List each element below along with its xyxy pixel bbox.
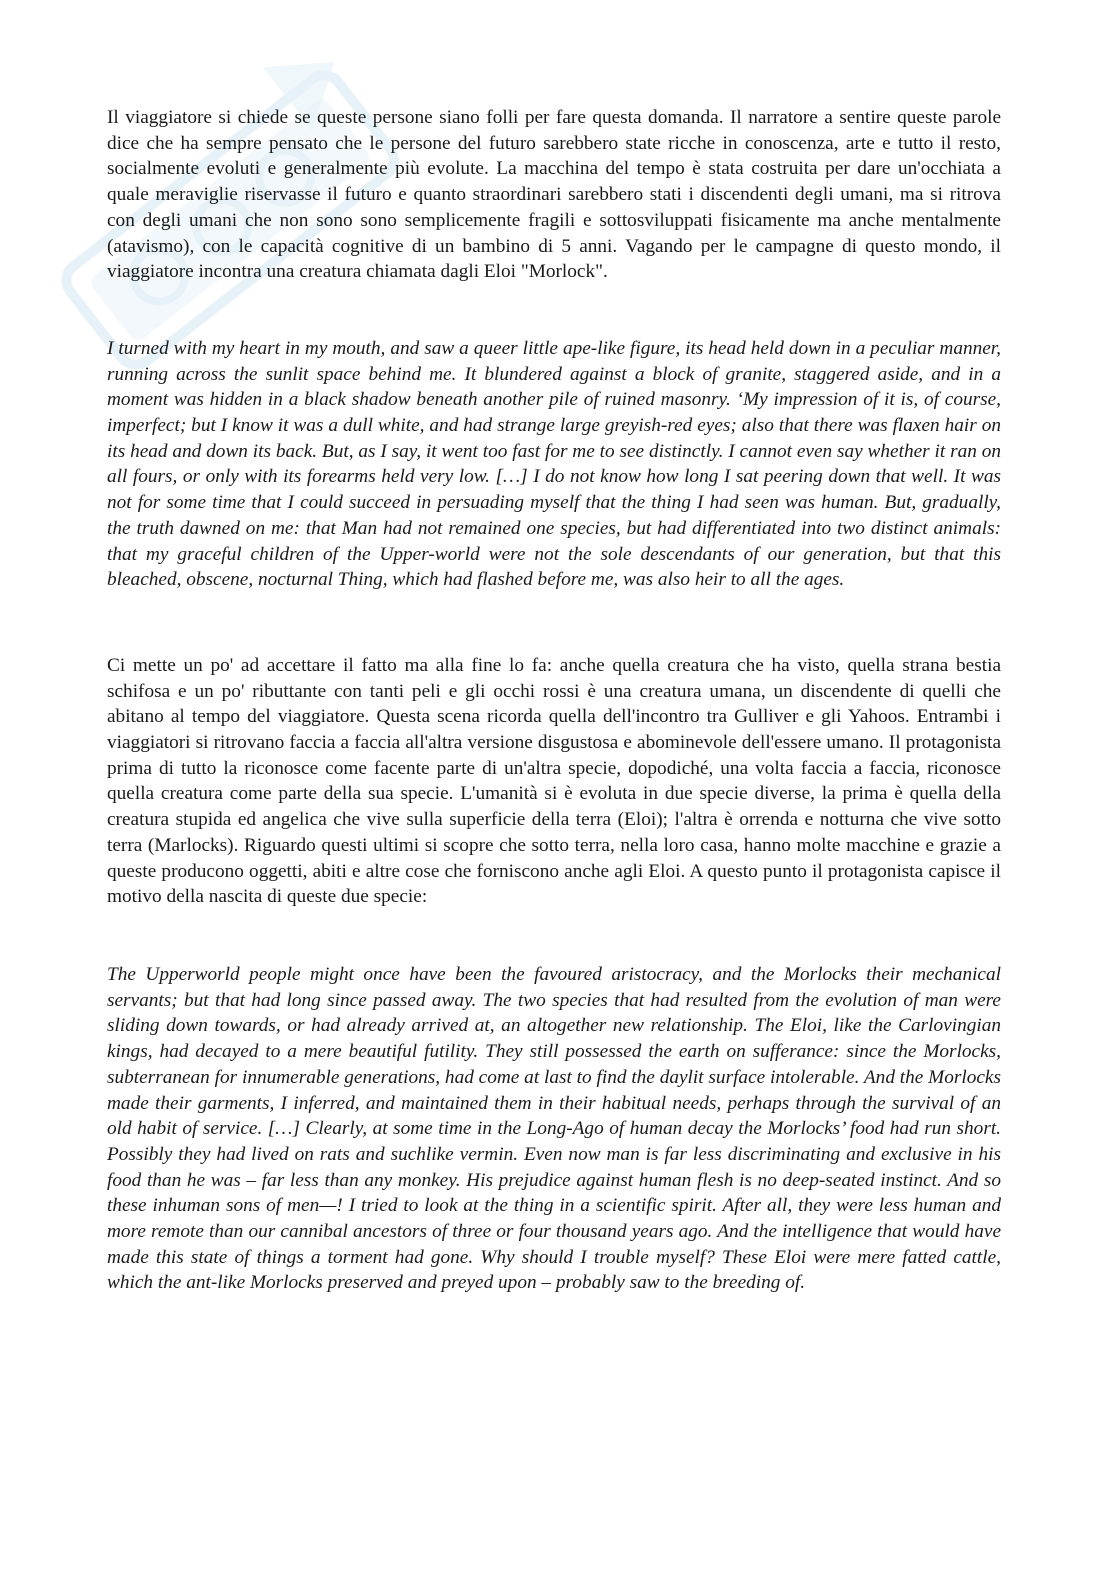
document-page xyxy=(107,105,1001,1296)
quote-upperworld: The Upperworld people might once have been the favoured aristocracy, and the Morlocks their mechanical servants; but that had long since passed away. The two species that had resulted from the evolution of man were sliding down towards, or had already arrived at, an altogether new relationship. The Eloi, like the Carlovingian kings, had decayed to a mere beautiful futility. They still possessed the earth on sufferance: since the Morlocks, subterranean for innumerable generations, had come at last to find the daylit surface intolerable. And the Morlocks made their garments, I inferred, and maintained them in their habitual needs, perhaps through the survival of an old habit of service. […] Clearly, at some time in the Long-Ago of human decay the Morlocks’ food had run short. Possibly they had lived on rats and suchlike vermin. Even now man is far less discriminating and exclusive in his food than he was – far less than any monkey. His prejudice against human flesh is no deep-seated instinct. And so these inhuman sons of men—! I tried to look at the thing in a scientific spirit. After all, they were less human and more remote than our cannibal ancestors of three or four thousand years ago. And the intelligence that would have made this state of things a torment had gone. Why should I trouble myself? These Eloi were mere fatted cattle, which the ant-like Morlocks preserved and preyed upon – probably saw to the breeding of. xyxy=(107,963,1001,1294)
paragraph-analysis: Ci mette un po' ad accettare il fatto ma alla fine lo fa: anche quella creatura che ha visto, quella strana bestia schifosa e un po' ributtante con tanti peli e gli occhi rossi è una creatura umana, un discendente di quelli che abitano al tempo del viaggiatore. Questa scena ricorda quella dell'incontro tra Gulliver e gli Yahoos. Entrambi i viaggiatori si ritrovano faccia a faccia all'altra versione disgustosa e abominevole dell'essere umano. Il protagonista prima di tutto la riconosce come facente parte di un'altra specie, dopodiché, una volta faccia a faccia, riconosce quella creatura come parte della sua specie. L'umanità si è evoluta in due specie diverse, la prima è quella della creatura stupida ed angelica che vive sulla superficie della terra (Eloi); l'altra è orrenda e notturna che vive sotto terra (Marlocks). Riguardo questi ultimi si scopre che sotto terra, nella loro casa, hanno molte macchine e grazie a queste producono oggetti, abiti e altre cose che forniscono anche agli Eloi. A questo punto il protagonista capisce il motivo della nascita di queste due specie: xyxy=(107,654,1001,908)
paragraph-intro: Il viaggiatore si chiede se queste persone siano folli per fare questa domanda. Il narratore a sentire queste parole dice che ha sempre pensato che le persone del futuro sarebbero state ricche in conoscenza, arte e tutto il resto, socialmente evoluti e generalmente più evolute. La macchina del tempo è stata costruita per dare un'occhiata a quale meraviglie riservasse il futuro e quanto straordinari sarebbero stati i discendenti degli umani, ma si ritrova con degli umani che non sono sono semplicemente fragili e sottosviluppati fisicamente ma anche mentalmente (atavismo), con le capacità cognitive di un bambino di 5 anni. Vagando per le campagne di questo mondo, il viaggiatore incontra una creatura chiamata dagli Eloi "Morlock". xyxy=(107,107,1001,283)
quote-morlock-encounter: I turned with my heart in my mouth, and saw a queer little ape-like figure, its head held down in a peculiar manner, running across the sunlit space behind me. It blundered against a block of granite, staggered aside, and in a moment was hidden in a black shadow beneath another pile of ruined masonry. ‘My impression of it is, of course, imperfect; but I know it was a dull white, and had strange large greyish-red eyes; also that there was flaxen hair on its head and down its back. But, as I say, it went too fast for me to see distinctly. I cannot even say whether it ran on all fours, or only with its forearms held very low. […] I do not know how long I sat peering down that well. It was not for some time that I could succeed in persuading myself that the thing I had seen was human. But, gradually, the truth dawned on me: that Man had not remained one species, but had differentiated into two distinct animals: that my graceful children of the Upper-world were not the sole descendants of our generation, but that this bleached, obscene, nocturnal Thing, which had flashed before me, was also heir to all the ages. xyxy=(107,337,1001,591)
